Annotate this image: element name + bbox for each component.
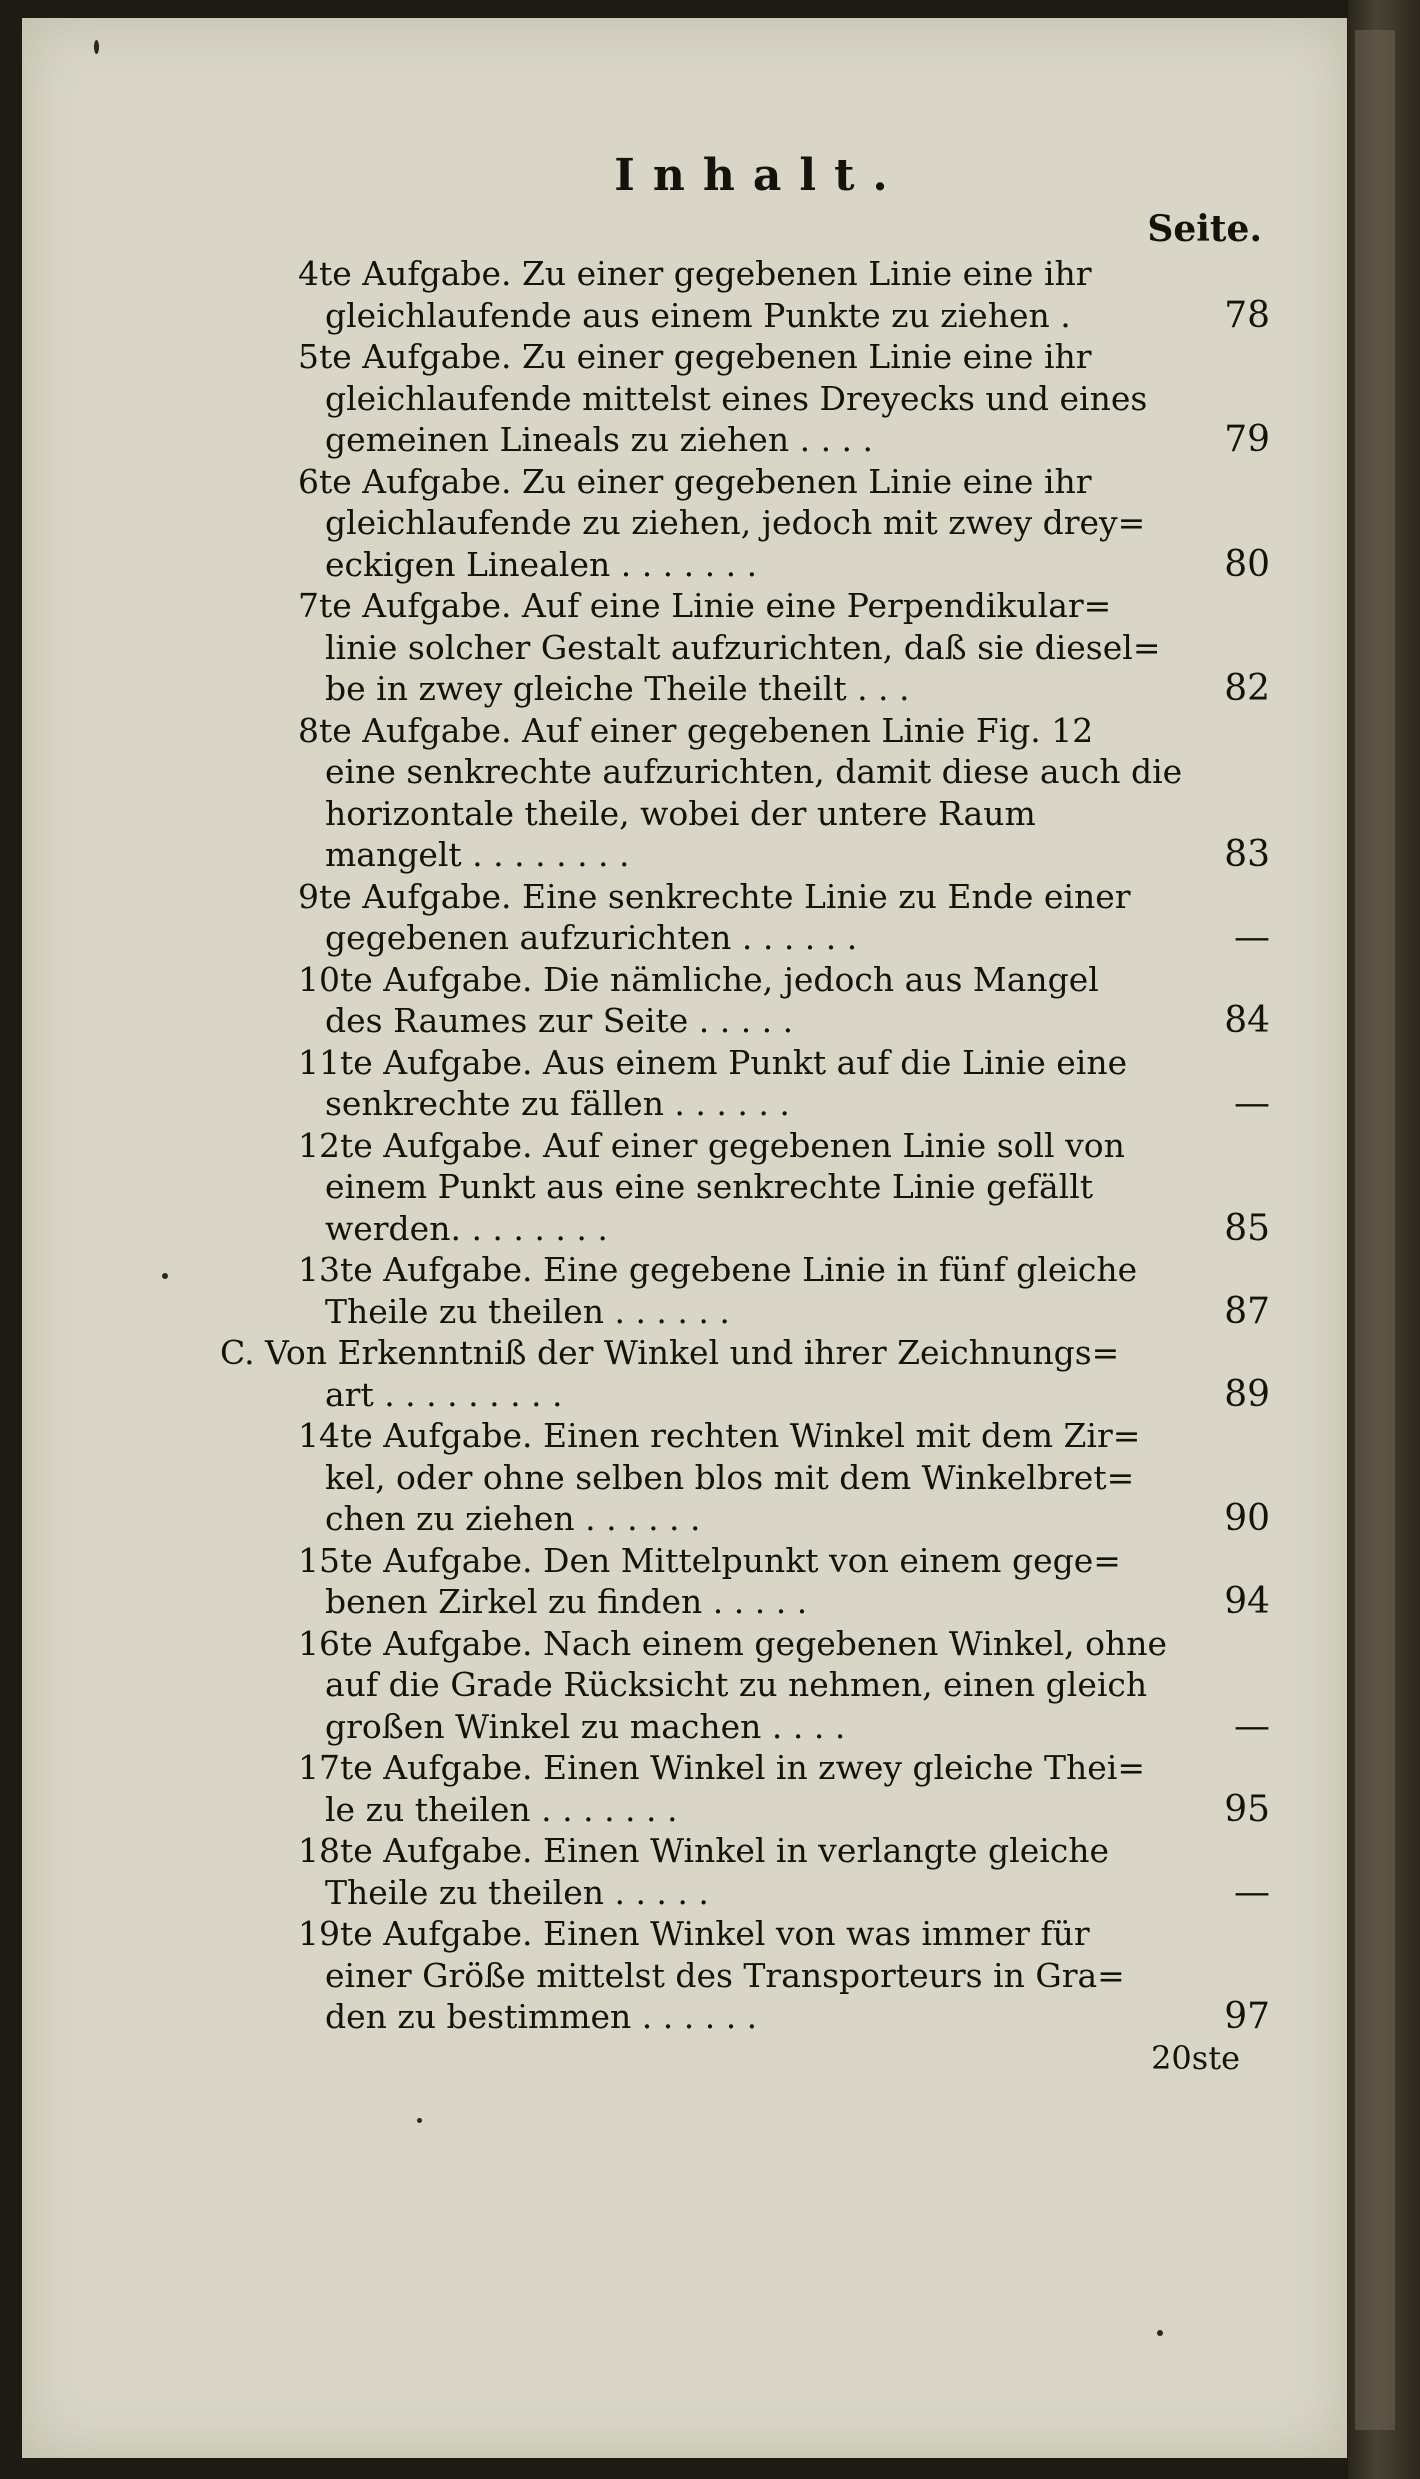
toc-entry-line: chen zu ziehen . . . . . . (325, 1499, 701, 1538)
toc-entry (210, 710, 1270, 876)
toc-entry-line: 12te Aufgabe. Auf einer gegebenen Linie soll von (298, 1125, 1125, 1165)
toc-entry (210, 1415, 1270, 1540)
paper-speck (1157, 2330, 1163, 2336)
toc-entry-line: senkrechte zu fällen . . . . . . (325, 1084, 790, 1123)
toc-entry-line: großen Winkel zu machen . . . . (325, 1706, 846, 1746)
toc-entry (210, 876, 1270, 959)
table-of-contents (210, 150, 1270, 2078)
toc-entry-line: horizontale theile, wobei der untere Raum (325, 793, 1036, 833)
toc-entry (210, 1540, 1270, 1623)
page-column-header: Seite. (1147, 208, 1262, 250)
toc-entry (210, 1830, 1270, 1913)
toc-entry (210, 585, 1270, 710)
toc-page-number: 79 (1224, 419, 1270, 460)
toc-entry-line: gleichlaufende aus einem Punkte zu ziehen . (325, 295, 1071, 335)
toc-entry (210, 1747, 1270, 1830)
toc-entry-line: benen Zirkel zu finden . . . . . (325, 1582, 808, 1621)
toc-entry-line: art . . . . . . . . . (325, 1374, 563, 1414)
toc-entry-line: 11te Aufgabe. Aus einem Punkt auf die Linie eine (298, 1042, 1128, 1082)
toc-section-entry (210, 1332, 1270, 1415)
toc-page-number: — (1234, 1083, 1270, 1124)
toc-entry (210, 959, 1270, 1042)
toc-entry-line: werden. . . . . . . . (325, 1208, 608, 1248)
toc-entry (210, 1042, 1270, 1125)
toc-entry-line: des Raumes zur Seite . . . . . (325, 1001, 794, 1040)
paper-speck (94, 40, 99, 54)
toc-entry-line: kel, oder ohne selben blos mit dem Winkelbret= (325, 1457, 1135, 1497)
toc-page-number: 89 (1224, 1373, 1270, 1415)
toc-page-number: 78 (1224, 294, 1270, 336)
toc-page-number: 90 (1224, 1498, 1270, 1539)
toc-page-number: — (1234, 917, 1270, 958)
toc-entry-line: 17te Aufgabe. Einen Winkel in zwey gleiche Thei= (298, 1748, 1145, 1787)
toc-page-number: 95 (1224, 1788, 1270, 1830)
toc-entries (210, 253, 1270, 2038)
toc-entry-line: gegebenen aufzurichten . . . . . . (325, 918, 858, 957)
toc-entry-line: linie solcher Gestalt aufzurichten, daß sie diesel= (325, 627, 1161, 667)
toc-page-number: 80 (1224, 543, 1270, 585)
toc-page-number: 97 (1224, 1996, 1270, 2037)
toc-entry-line: be in zwey gleiche Theile theilt . . . (325, 669, 910, 708)
toc-entry-line: 19te Aufgabe. Einen Winkel von was immer für (298, 1914, 1090, 1953)
toc-entry-line: gemeinen Lineals zu ziehen . . . . (325, 420, 874, 459)
toc-entry-line: 7te Aufgabe. Auf eine Linie eine Perpendikular= (298, 586, 1112, 625)
toc-entry-line: gleichlaufende zu ziehen, jedoch mit zwey drey= (325, 503, 1146, 542)
toc-entry-line: einer Größe mittelst des Transporteurs in Gra= (325, 1955, 1125, 1995)
toc-entry (210, 253, 1270, 336)
toc-page-number: 85 (1224, 1207, 1270, 1249)
toc-entry-line: eine senkrechte aufzurichten, damit diese auch die (325, 752, 1183, 791)
toc-page-number: 84 (1224, 1000, 1270, 1041)
toc-page-number: 87 (1224, 1290, 1270, 1332)
toc-entry-line: 14te Aufgabe. Einen rechten Winkel mit dem Zir= (298, 1416, 1141, 1455)
toc-page-number: 83 (1224, 834, 1270, 875)
toc-page-number: 82 (1224, 668, 1270, 709)
toc-entry-line: le zu theilen . . . . . . . (325, 1789, 678, 1829)
toc-entry (210, 461, 1270, 586)
adjacent-page-edge (1355, 30, 1395, 2430)
toc-entry-line: 15te Aufgabe. Den Mittelpunkt von einem gege= (298, 1540, 1121, 1580)
toc-page-number: — (1234, 1871, 1270, 1913)
toc-entry-line: 10te Aufgabe. Die nämliche, jedoch aus Mangel (298, 959, 1099, 999)
toc-entry-line: 4te Aufgabe. Zu einer gegebenen Linie eine ihr (298, 254, 1092, 293)
toc-entry-line: gleichlaufende mittelst eines Dreyecks und eines (325, 378, 1148, 418)
toc-entry-line: C. Von Erkenntniß der Winkel und ihrer Zeichnungs= (220, 1333, 1120, 1372)
toc-entry-line: 5te Aufgabe. Zu einer gegebenen Linie eine ihr (298, 337, 1092, 376)
toc-entry (210, 1125, 1270, 1250)
catchword: 20ste (1151, 2038, 1240, 2077)
toc-entry-line: Theile zu theilen . . . . . (325, 1872, 709, 1912)
toc-entry (210, 1623, 1270, 1748)
toc-entry-line: Theile zu theilen . . . . . . (325, 1291, 730, 1331)
paper-speck (417, 2118, 422, 2123)
toc-entry-line: auf die Grade Rücksicht zu nehmen, einen gleich (325, 1665, 1148, 1704)
toc-entry-line: eckigen Linealen . . . . . . . (325, 544, 758, 584)
toc-entry-line: einem Punkt aus eine senkrechte Linie gefällt (325, 1167, 1094, 1206)
toc-entry (210, 336, 1270, 461)
toc-entry (210, 1913, 1270, 2038)
paper-speck (162, 1273, 168, 1279)
toc-entry-line: 8te Aufgabe. Auf einer gegebenen Linie Fig. 12 (298, 710, 1094, 750)
toc-entry-line: 16te Aufgabe. Nach einem gegebenen Winkel, ohne (298, 1623, 1168, 1663)
toc-entry (210, 1249, 1270, 1332)
toc-page-number: 94 (1224, 1581, 1270, 1622)
toc-entry-line: mangelt . . . . . . . . (325, 835, 630, 874)
toc-entry-line: 18te Aufgabe. Einen Winkel in verlangte gleiche (298, 1831, 1110, 1870)
toc-entry-line: 13te Aufgabe. Eine gegebene Linie in fünf gleiche (298, 1250, 1138, 1289)
toc-entry-line: 9te Aufgabe. Eine senkrechte Linie zu Ende einer (298, 876, 1131, 916)
toc-entry-line: 6te Aufgabe. Zu einer gegebenen Linie eine ihr (298, 461, 1092, 501)
page-title: Inhalt. (614, 150, 906, 201)
toc-entry-line: den zu bestimmen . . . . . . (325, 1997, 758, 2036)
toc-page-number: — (1234, 1705, 1270, 1747)
